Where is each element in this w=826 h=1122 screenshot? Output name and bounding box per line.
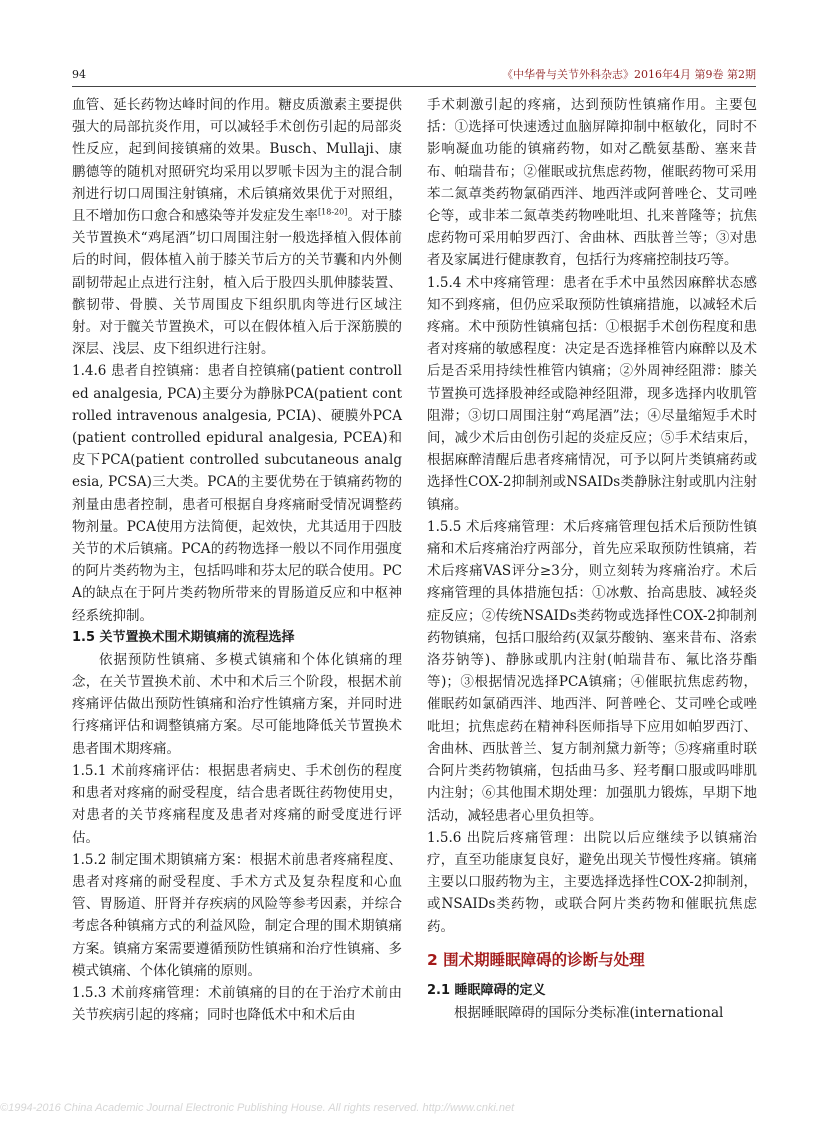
citation: [18-20] <box>318 207 348 217</box>
section-heading-2-1: 2.1 睡眠障碍的定义 <box>427 982 546 998</box>
section-1-5-5: 1.5.5 术后疼痛管理：术后疼痛管理包括术后预防性镇痛和术后疼痛治疗两部分，首先应采取预防性镇痛，若术后疼痛VAS评分≥3分，则立刻转为疼痛治疗。术后疼痛管理的具体措施包括：①冰敷、抬高患肢、减轻炎症反应；②传统NSAIDs类药物或选择性COX-2抑制剂药物镇痛，包括口服给药(双氯芬酸钠、塞来昔布、洛索洛芬钠等)、静脉或肌内注射(帕瑞昔布、氟比洛芬酯等)；③根据情况选择PCA镇痛；④催眠抗焦虑药物，催眠药如氯硝西泮、地西泮、阿普唑仑、艾司唑仑或唑吡坦；抗焦虑药在精神科医师指导下应用如帕罗西汀、舍曲林、西肽普兰、复方制剂黛力新等；⑤疼痛重时联合阿片类药物镇痛，包括曲马多、羟考酮口服或吗啡肌内注射；⑥其他围术期处理：加强肌力锻炼，早期下地活动，减轻患者心里负担等。 <box>427 518 757 824</box>
section-1-5-3: 1.5.3 术前疼痛管理：术前镇痛的目的在于治疗术前由关节疾病引起的疼痛；同时也降低术中和术后由 <box>72 984 402 1024</box>
journal-info: 《中华骨与关节外科杂志》2016年4月 第9卷 第2期 <box>502 68 756 81</box>
header-rule <box>72 86 756 87</box>
section-1-5-1: 1.5.1 术前疼痛评估：根据患者病史、手术创伤的程度和患者对疼痛的耐受程度，结合患者既往药物使用史，对患者的关节疼痛程度及患者对疼痛的耐受度进行评估。 <box>72 762 402 846</box>
copyright-footer: ©1994-2016 China Academic Journal Electronic Publishing House. All rights reserved. http://www.cnki.net <box>0 1102 515 1114</box>
section-1-5-6: 1.5.6 出院后疼痛管理：出院以后应继续予以镇痛治疗，直至功能康复良好，避免出现关节慢性疼痛。镇痛主要以口服药物为主，主要选择选择性COX-2抑制剂，或NSAIDs类药物，或联合阿片类药物和催眠抗焦虑药。 <box>427 829 757 935</box>
paragraph: 手术刺激引起的疼痛，达到预防性镇痛作用。主要包括：①选择可快速透过血脑屏障抑制中枢敏化，同时不影响凝血功能的镇痛药物，如对乙酰氨基酚、塞来昔布、帕瑞昔布；②催眠或抗焦虑药物，催眠药物可采用苯二氮䓬类药物氯硝西泮、地西泮或阿普唑仑、艾司唑仑等，或非苯二氮䓬类药物唑吡坦、扎来普隆等；抗焦虑药物可采用帕罗西汀、舍曲林、西肽普兰等；③对患者及家属进行健康教育，包括行为疼痛控制技巧等。 <box>427 97 757 269</box>
running-header <box>72 66 756 84</box>
paragraph: 根据睡眠障碍的国际分类标准(international <box>454 1004 724 1021</box>
section-1-5-2: 1.5.2 制定围术期镇痛方案：根据术前患者疼痛程度、患者对疼痛的耐受程度、手术方式及复杂程度和心血管、胃肠道、肝肾并存疾病的风险等参考因素，并综合考虑各种镇痛方式的利益风险，制定合理的围术期镇痛方案。镇痛方案需要遵循预防性镇痛和治疗性镇痛、多模式镇痛、个体化镇痛的原则。 <box>72 851 402 979</box>
section-1-5-4: 1.5.4 术中疼痛管理：患者在手术中虽然因麻醉状态感知不到疼痛，但仍应采取预防性镇痛措施，以减轻术后疼痛。术中预防性镇痛包括：①根据手术创伤程度和患者对疼痛的敏感程度：决定是否选择椎管内麻醉以及术后是否采用持续性椎管内镇痛；②外周神经阻滞：膝关节置换可选择股神经或隐神经阻滞，现多选择内收肌管阻滞；③切口周围注射“鸡尾酒”法；④尽量缩短手术时间，减少术后由创伤引起的炎症反应；⑤手术结束后，根据麻醉清醒后患者疼痛情况，可予以阿片类镇痛药或选择性COX-2抑制剂或NSAIDs类静脉注射或肌内注射镇痛。 <box>427 274 757 513</box>
section-1-4-6: 1.4.6 患者自控镇痛：患者自控镇痛(patient controlled analgesia, PCA)主要分为静脉PCA(patient controlled intravenous analgesia, PCIA)、硬膜外PCA(patient controlled epidural analgesia, PCEA)和皮下PCA(patient controlled subcutaneous analgesia, PCSA)三大类。PCA的主要优势在于镇痛药物的剂量由患者控制，患者可根据自身疼痛耐受情况调整药物剂量。PCA使用方法简便，起效快，尤其适用于四肢关节的术后镇痛。PCA的药物选择一般以不同作用强度的阿片类药物为主，包括吗啡和芬太尼的联合使用。PCA的缺点在于阿片类药物所带来的胃肠道反应和中枢神经系统抑制。 <box>72 363 402 624</box>
right-column <box>427 94 757 1024</box>
paragraph <box>72 94 402 360</box>
page-number: 94 <box>72 68 86 81</box>
paragraph-text: 血管、延长药物达峰时间的作用。糖皮质激素主要提供强大的局部抗炎作用，可以减轻手术创伤引起的局部炎性反应，起到间接镇痛的效果。Busch、Mullaji、康鹏德等的随机对照研究均采用以罗哌卡因为主的混合制剂进行切口周围注射镇痛，术后镇痛效果优于对照组，且不增加伤口愈合和感染等并发症发生率 <box>72 97 402 225</box>
paragraph: 依据预防性镇痛、多模式镇痛和个体化镇痛的理念，在关节置换术前、术中和术后三个阶段，根据术前疼痛评估做出预防性镇痛和治疗性镇痛方案，并同时进行疼痛评估和调整镇痛方案。尽可能地降低关节置换术患者围术期疼痛。 <box>72 651 402 757</box>
section-heading-1-5: 1.5 关节置换术围术期镇痛的流程选择 <box>72 629 295 645</box>
left-column <box>72 94 402 1026</box>
section-heading-2: 2 围术期睡眠障碍的诊断与处理 <box>427 950 645 969</box>
paragraph-text: 。对于膝关节置换术“鸡尾酒”切口周围注射一般选择植入假体前后的时间，假体植入前于膝关节后方的关节囊和内外侧副韧带起止点进行注射，植入后于股四头肌伸膝装置、髌韧带、骨膜、关节周围皮下组织肌肉等进行区域注射。对于髋关节置换术，可以在假体植入后于深筋膜的深层、浅层、皮下组织进行注射。 <box>72 208 403 358</box>
